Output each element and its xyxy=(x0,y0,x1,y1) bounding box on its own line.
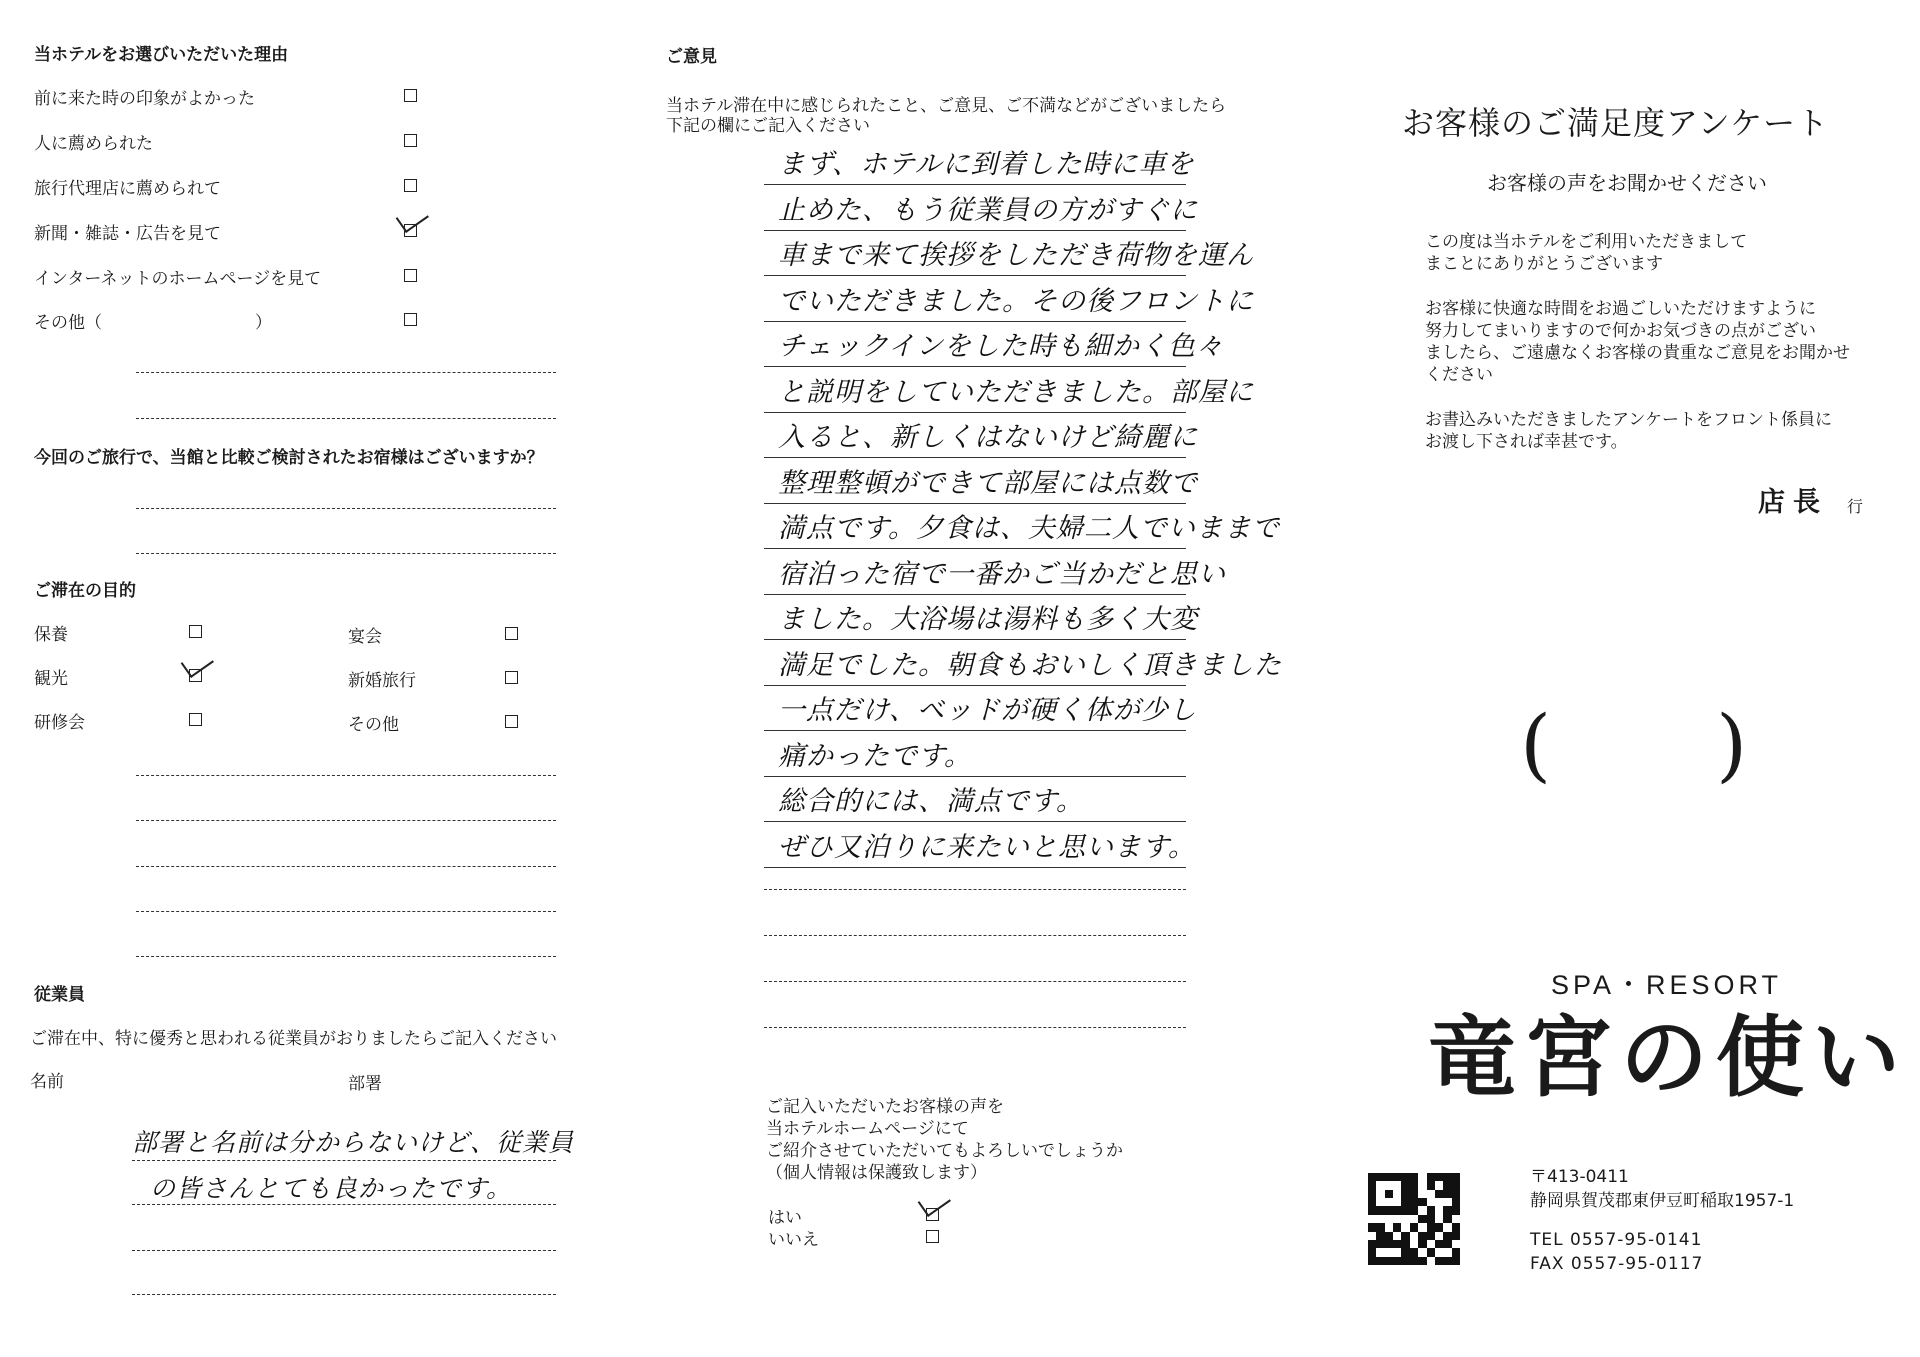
opinion-handwritten-line: ました。大浴場は湯料も多く大変 xyxy=(778,604,1198,635)
opinion-write-line[interactable] xyxy=(764,184,1186,185)
reason-label-0: 前に来た時の印象がよかった xyxy=(34,89,255,109)
reason-label-5: その他（ ） xyxy=(34,313,272,333)
reason-write-line[interactable] xyxy=(136,372,556,373)
staff-name-label: 名前 xyxy=(30,1072,64,1092)
intro-text: お渡し下されば幸甚です。 xyxy=(1425,432,1628,452)
purpose-write-line[interactable] xyxy=(136,956,556,957)
intro-text: お書込みいただきましたアンケートをフロント係員に xyxy=(1425,410,1832,430)
postal-code: 〒413-0411 xyxy=(1530,1167,1629,1187)
reason-checkbox-1[interactable] xyxy=(404,134,417,147)
staff-write-line[interactable] xyxy=(132,1160,556,1161)
opinion-write-line[interactable] xyxy=(764,889,1186,890)
intro-text: ましたら、ご遠慮なくお客様の貴重なご意見をお聞かせ xyxy=(1425,343,1850,363)
staff-handwritten-line: の皆さんとても良かったです。 xyxy=(150,1174,513,1203)
reason-checkbox-4[interactable] xyxy=(404,269,417,282)
intro-text: 努力してまいりますので何かお気づきの点がござい xyxy=(1425,321,1816,341)
reason-label-4: インターネットのホームページを見て xyxy=(34,269,322,289)
opinion-write-line[interactable] xyxy=(764,366,1186,367)
purpose-label-1: 観光 xyxy=(34,669,68,689)
opinion-write-line[interactable] xyxy=(764,275,1186,276)
opinion-write-line[interactable] xyxy=(764,230,1186,231)
opinion-write-line[interactable] xyxy=(764,867,1186,868)
purpose-label-3: 宴会 xyxy=(348,627,382,647)
brand-spa-resort: SPA・RESORT xyxy=(1551,970,1783,1000)
opinion-write-line[interactable] xyxy=(764,548,1186,549)
staff-handwritten-line: 部署と名前は分からないけど、従業員 xyxy=(132,1128,575,1157)
opinion-handwritten-line: 入ると、新しくはないけど綺麗に xyxy=(778,422,1198,453)
publish-no-label: いいえ xyxy=(768,1230,819,1250)
purpose-label-4: 新婚旅行 xyxy=(348,671,416,691)
reason-heading: 当ホテルをお選びいただいた理由 xyxy=(34,45,289,65)
opinion-handwritten-line: 止めた、もう従業員の方がすぐに xyxy=(778,194,1198,226)
opinion-handwritten-line: 痛かったです。 xyxy=(778,740,972,772)
opinion-handwritten-line: でいただきました。その後フロントに xyxy=(778,285,1254,317)
phone-number: TEL 0557-95-0141 xyxy=(1530,1230,1703,1250)
opinion-prompt: 当ホテル滞在中に感じられたこと、ご意見、ご不満などがございましたら xyxy=(666,96,1227,116)
purpose-write-line[interactable] xyxy=(136,866,556,867)
opinion-write-line[interactable] xyxy=(764,321,1186,322)
publish-yes-label: はい xyxy=(768,1208,802,1228)
stamp-paren-close: ) xyxy=(1716,698,1748,791)
purpose-checkbox-2[interactable] xyxy=(189,713,202,726)
purpose-label-5: その他 xyxy=(348,715,399,735)
purpose-write-line[interactable] xyxy=(136,775,556,776)
opinion-write-line[interactable] xyxy=(764,594,1186,595)
reason-checkbox-3[interactable] xyxy=(404,224,417,237)
opinion-handwritten-line: 満点です。夕食は、夫婦二人でいままで xyxy=(778,513,1280,544)
intro-text: ください xyxy=(1425,365,1493,385)
purpose-write-line[interactable] xyxy=(136,820,556,821)
staff-dept-label: 部署 xyxy=(348,1074,382,1094)
intro-text: この度は当ホテルをご利用いただきまして xyxy=(1425,232,1748,252)
opinion-handwritten-line: 宿泊った宿で一番かご当かだと思い xyxy=(778,558,1226,590)
opinion-handwritten-line: ぜひ又泊りに来たいと思います。 xyxy=(778,831,1196,863)
reason-checkbox-5[interactable] xyxy=(404,313,417,326)
fax-number: FAX 0557-95-0117 xyxy=(1530,1254,1704,1274)
staff-write-line[interactable] xyxy=(132,1204,556,1205)
staff-prompt: ご滞在中、特に優秀と思われる従業員がおりましたらご記入ください xyxy=(30,1029,557,1049)
staff-write-line[interactable] xyxy=(132,1250,556,1251)
purpose-heading: ご滞在の目的 xyxy=(34,581,136,601)
opinion-write-line[interactable] xyxy=(764,1027,1186,1028)
opinion-write-line[interactable] xyxy=(764,821,1186,822)
survey-subtitle: お客様の声をお聞かせください xyxy=(1487,171,1767,195)
opinion-heading: ご意見 xyxy=(666,47,717,67)
purpose-label-2: 研修会 xyxy=(34,713,85,733)
opinion-write-line[interactable] xyxy=(764,685,1186,686)
publish-question: 当ホテルホームページにて xyxy=(766,1119,969,1139)
compare-write-line[interactable] xyxy=(136,553,556,554)
purpose-label-0: 保養 xyxy=(34,625,68,645)
qr-code[interactable] xyxy=(1368,1173,1460,1265)
purpose-checkbox-1[interactable] xyxy=(189,669,202,682)
compare-heading: 今回のご旅行で、当館と比較ご検討されたお宿様はございますか？ xyxy=(34,448,544,468)
publish-yes-checkbox[interactable] xyxy=(926,1208,939,1221)
opinion-handwritten-line: 一点だけ、ベッドが硬く体が少し xyxy=(778,695,1197,726)
purpose-checkbox-4[interactable] xyxy=(505,671,518,684)
publish-no-checkbox[interactable] xyxy=(926,1230,939,1243)
opinion-handwritten-line: 整理整頓ができて部屋には点数で xyxy=(778,467,1198,499)
brand-logo: 竜宮の使い xyxy=(1428,1005,1909,1109)
publish-note: （個人情報は保護致します） xyxy=(766,1163,987,1183)
reason-label-2: 旅行代理店に薦められて xyxy=(34,179,221,199)
opinion-handwritten-line: 総合的には、満点です。 xyxy=(778,786,1084,817)
purpose-checkbox-3[interactable] xyxy=(505,627,518,640)
opinion-handwritten-line: まず、ホテルに到着した時に車を xyxy=(778,149,1195,180)
reason-checkbox-2[interactable] xyxy=(404,179,417,192)
opinion-write-line[interactable] xyxy=(764,730,1186,731)
opinion-handwritten-line: 車まで来て挨拶をしただき荷物を運ん xyxy=(778,240,1254,271)
opinion-write-line[interactable] xyxy=(764,776,1186,777)
reason-label-1: 人に薦められた xyxy=(34,134,153,154)
purpose-write-line[interactable] xyxy=(136,911,556,912)
address: 静岡県賀茂郡東伊豆町稲取1957-1 xyxy=(1530,1191,1795,1211)
reason-checkbox-0[interactable] xyxy=(404,89,417,102)
manager-suffix: 行 xyxy=(1847,497,1864,516)
opinion-write-line[interactable] xyxy=(764,981,1186,982)
opinion-prompt: 下記の欄にご記入ください xyxy=(666,116,870,136)
opinion-handwritten-line: 満足でした。朝食もおいしく頂きました xyxy=(778,649,1282,681)
stamp-paren-open: ( xyxy=(1520,698,1552,791)
opinion-write-line[interactable] xyxy=(764,639,1186,640)
opinion-handwritten-line: チェックインをした時も細かく色々 xyxy=(778,331,1224,362)
manager-signature: 店長 xyxy=(1758,487,1828,518)
publish-question: ご紹介させていただいてもよろしいでしょうか xyxy=(766,1141,1123,1161)
reason-write-line[interactable] xyxy=(136,418,556,419)
opinion-write-line[interactable] xyxy=(764,503,1186,504)
reason-label-3: 新聞・雑誌・広告を見て xyxy=(34,224,221,244)
opinion-handwritten-line: と説明をしていただきました。部屋に xyxy=(778,376,1254,408)
opinion-write-line[interactable] xyxy=(764,412,1186,413)
survey-title: お客様のご満足度アンケート xyxy=(1402,104,1830,142)
opinion-write-line[interactable] xyxy=(764,935,1186,936)
compare-write-line[interactable] xyxy=(136,508,556,509)
publish-question: ご記入いただいたお客様の声を xyxy=(766,1097,1004,1117)
staff-write-line[interactable] xyxy=(132,1294,556,1295)
intro-text: まことにありがとうございます xyxy=(1425,254,1663,274)
purpose-checkbox-0[interactable] xyxy=(189,625,202,638)
purpose-checkbox-5[interactable] xyxy=(505,715,518,728)
staff-heading: 従業員 xyxy=(34,985,85,1005)
intro-text: お客様に快適な時間をお過ごしいただけますように xyxy=(1425,299,1816,319)
opinion-write-line[interactable] xyxy=(764,457,1186,458)
